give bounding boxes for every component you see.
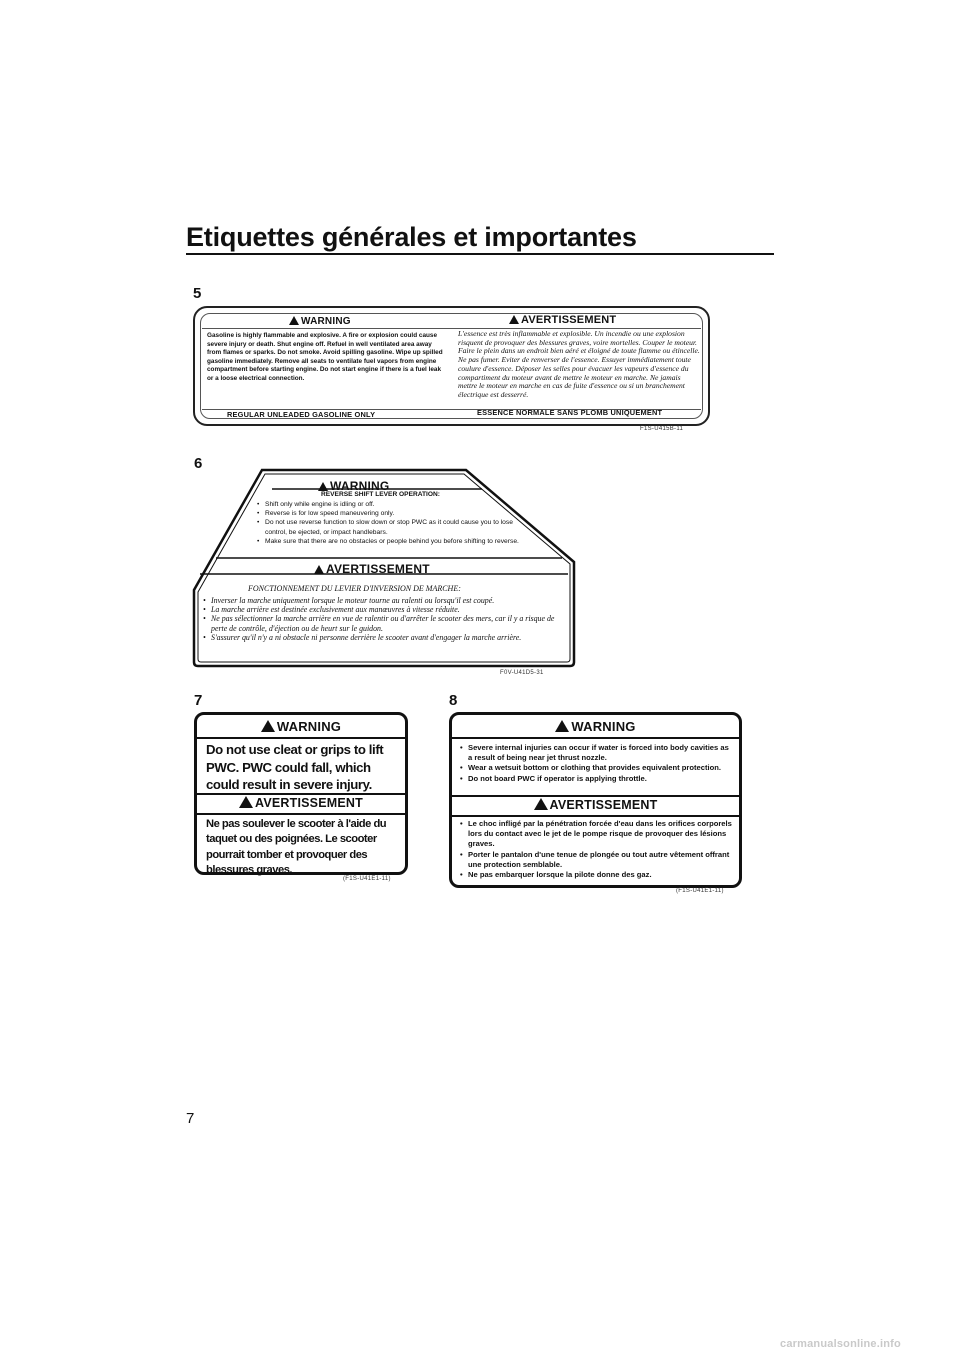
- label-7-avert-header: AVERTISSEMENT: [197, 796, 405, 810]
- list-item: • Severe internal injuries can occur if water is forced into body cavities as a result of being near jet thrust nozzle.: [460, 743, 732, 763]
- warning-triangle-icon: [555, 720, 569, 732]
- label-8-code: (F1S-U41E1-11): [676, 888, 724, 894]
- warning-triangle-icon: [239, 796, 253, 808]
- label-8-number: 8: [449, 692, 458, 709]
- label-6-avert-header: AVERTISSEMENT: [314, 562, 430, 576]
- label-7-divider: [197, 737, 405, 739]
- label-5-en-text: Gasoline is highly flammable and explosive. A fire or explosion could cause severe injury or death. Shut engine off. Refuel in well ventilated area away from flames or sparks. Do not smoke. Avoid spilling gasoline. Wipe up spilled gasoline immediately. Remove all seats to ventilate fuel vapors from engine compartment before starting engine. Do not start engine if there is a fuel leak or a loose electrical connection.: [207, 332, 443, 382]
- label-6-fr-subtitle: FONCTIONNEMENT DU LEVIER D'INVERSION DE MARCHE:: [248, 584, 461, 593]
- list-item: • Ne pas embarquer lorsque la pilote donne des gaz.: [460, 870, 732, 880]
- label-8-fr-list: [460, 819, 732, 880]
- label-5: [193, 306, 710, 426]
- list-item: • Do not board PWC if operator is applying throttle.: [460, 774, 732, 784]
- label-6-warning-header: WARNING: [318, 479, 389, 493]
- label-7-number: 7: [194, 692, 203, 709]
- label-8-divider: [452, 815, 739, 817]
- label-8-divider: [452, 737, 739, 739]
- label-5-fr-text: L'essence est très inflammable et explosible. Un incendie ou une explosion risquent de provoquer des blessures graves, voire mortelles. Couper le moteur. Faire le plein dans un endroit bien aéré et éloigné de toute flamme ou étincelle. Ne pas fumer. Eviter de renverser de l'essence. Essuyer immédiatement toute coulure d'essence. Déposer les selles pour évacuer les vapeurs d'essence du compartiment du moteur avant de mettre le moteur en marche. Ne jamais mettre le moteur en marche en cas de fuite d'essence ou si un branchement électrique est desserré.: [458, 329, 700, 399]
- warning-triangle-icon: [509, 315, 519, 324]
- label-6-code: F0V-U41D5-31: [500, 670, 544, 676]
- list-item: • Wear a wetsuit bottom or clothing that provides equivalent protection.: [460, 763, 732, 773]
- label-5-warning-header: WARNING: [289, 316, 351, 327]
- label-7-code: (F1S-U41E1-11): [343, 876, 391, 882]
- label-8-warning-header: WARNING: [452, 719, 739, 734]
- label-5-code: F1S-U415B-11: [640, 426, 684, 432]
- label-5-fr-footer: ESSENCE NORMALE SANS PLOMB UNIQUEMENT: [477, 408, 663, 417]
- label-5-en-footer: REGULAR UNLEADED GASOLINE ONLY: [227, 410, 376, 419]
- warning-triangle-icon: [261, 720, 275, 732]
- title-rule: [186, 253, 774, 255]
- label-6-number: 6: [194, 455, 203, 472]
- label-8: [449, 712, 742, 888]
- list-item: • Shift only while engine is idling or off.: [257, 500, 519, 509]
- warning-triangle-icon: [318, 482, 328, 491]
- label-6-en-list: [257, 500, 519, 546]
- list-item: • La marche arrière est destinée exclusivement aux manœuvres à vitesse réduite.: [203, 605, 565, 614]
- list-item: • Inverser la marche uniquement lorsque le moteur tourne au ralenti ou lorsqu'il est coupé.: [203, 596, 565, 605]
- list-item: • S'assurer qu'il n'y a ni obstacle ni personne derrière le scooter avant d'engager la marche arrière.: [203, 633, 565, 642]
- label-7-en-text: Do not use cleat or grips to lift PWC. PWC could fall, which could result in severe injury.: [206, 742, 384, 792]
- label-7: [194, 712, 408, 875]
- warning-triangle-icon: [314, 565, 324, 574]
- label-6-fr-list: [203, 596, 565, 642]
- page-number: 7: [186, 1110, 195, 1127]
- label-8-divider: [452, 795, 739, 797]
- warning-triangle-icon: [534, 798, 548, 810]
- label-7-fr-text: Ne pas soulever le scooter à l'aide du taquet ou des poignées. Le scooter pourrait tomber et provoquer des blessures graves.: [206, 818, 387, 877]
- label-6-en-subtitle: REVERSE SHIFT LEVER OPERATION:: [321, 491, 440, 498]
- label-7-divider: [197, 793, 405, 795]
- list-item: • Le choc infligé par la pénétration forcée d'eau dans les orifices corporels lors du contact avec le jet de le pompe risque de provoquer des lésions graves.: [460, 819, 732, 850]
- label-7-divider: [197, 813, 405, 815]
- label-8-en-list: [460, 743, 732, 784]
- list-item: • Make sure that there are no obstacles or people behind you before shifting to reverse.: [257, 537, 519, 546]
- label-8-avert-header: AVERTISSEMENT: [452, 798, 739, 812]
- list-item: • Ne pas sélectionner la marche arrière en vue de ralentir ou d'arrêter le scooter des mers, car il y a risque de perte de contrôle, d'éjection ou de heurt sur le guidon.: [203, 614, 565, 632]
- page-title: Etiquettes générales et importantes: [186, 222, 637, 252]
- list-item: • Do not use reverse function to slow down or stop PWC as it could cause you to lose control, be ejected, or impact handlebars.: [257, 518, 519, 536]
- list-item: • Porter le pantalon d'une tenue de plongée ou tout autre vêtement offrant une protection semblable.: [460, 850, 732, 870]
- label-5-avert-header: AVERTISSEMENT: [509, 314, 616, 326]
- list-item: • Reverse is for low speed maneuvering only.: [257, 509, 519, 518]
- warning-triangle-icon: [289, 316, 299, 325]
- watermark: carmanualsonline.info: [780, 1338, 901, 1350]
- label-5-number: 5: [193, 285, 202, 302]
- label-7-warning-header: WARNING: [197, 719, 405, 734]
